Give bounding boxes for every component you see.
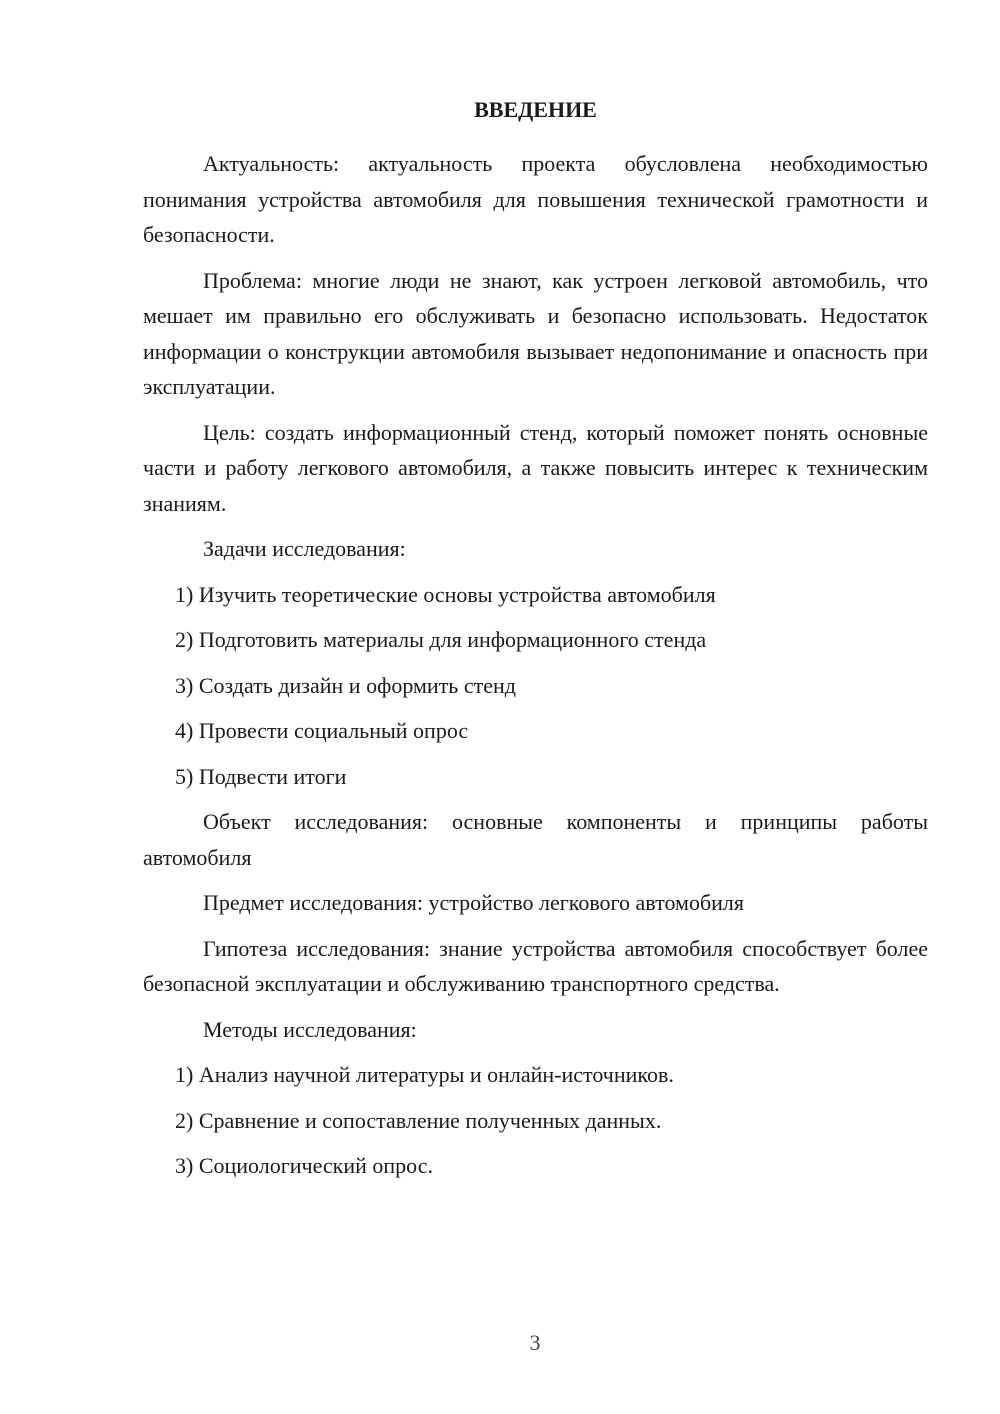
hypothesis-paragraph: Гипотеза исследования: знание устройства автомобиля способствует более безопасной эксплуатации и обслуживанию транспортного средства. (143, 935, 928, 996)
list-item: 1) Изучить теоретические основы устройства автомобиля (175, 581, 716, 607)
problem-paragraph: Проблема: многие люди не знают, как устроен легковой автомобиль, что мешает им правильно его обслуживать и безопасно использовать. Недостаток информации о конструкции автомобиля вызывает недопонимание и опасность при эксплуатации. (143, 267, 928, 399)
list-item: 1) Анализ научной литературы и онлайн-источников. (175, 1062, 674, 1087)
document-page (143, 92, 928, 1194)
methods-heading: Методы исследования: (203, 1016, 417, 1042)
list-item: 4) Провести социальный опрос (175, 718, 469, 743)
list-item: 5) Подвести итоги (175, 763, 347, 789)
subject-paragraph: Предмет исследования: устройство легкового автомобиля (203, 890, 745, 915)
object-paragraph: Объект исследования: основные компоненты и принципы работы автомобиля (143, 809, 928, 870)
methods-list (143, 1057, 928, 1184)
list-item: 3) Создать дизайн и оформить стенд (175, 672, 516, 698)
list-item: 2) Подготовить материалы для информационного стенда (175, 627, 707, 652)
tasks-heading: Задачи исследования: (203, 536, 406, 561)
list-item: 2) Сравнение и сопоставление полученных данных. (175, 1107, 662, 1133)
section-title: ВВЕДЕНИЕ (474, 97, 597, 122)
goal-paragraph: Цель: создать информационный стенд, который поможет понять основные части и работу легкового автомобиля, а также повысить интерес к техническим знаниям. (143, 419, 928, 516)
list-item: 3) Социологический опрос. (175, 1153, 433, 1178)
page-number: 3 (529, 1330, 541, 1355)
tasks-list (143, 577, 928, 795)
relevance-paragraph: Актуальность: актуальность проекта обусловлена необходимостью понимания устройства автомобиля для повышения технической грамотности и безопасности. (143, 151, 928, 247)
